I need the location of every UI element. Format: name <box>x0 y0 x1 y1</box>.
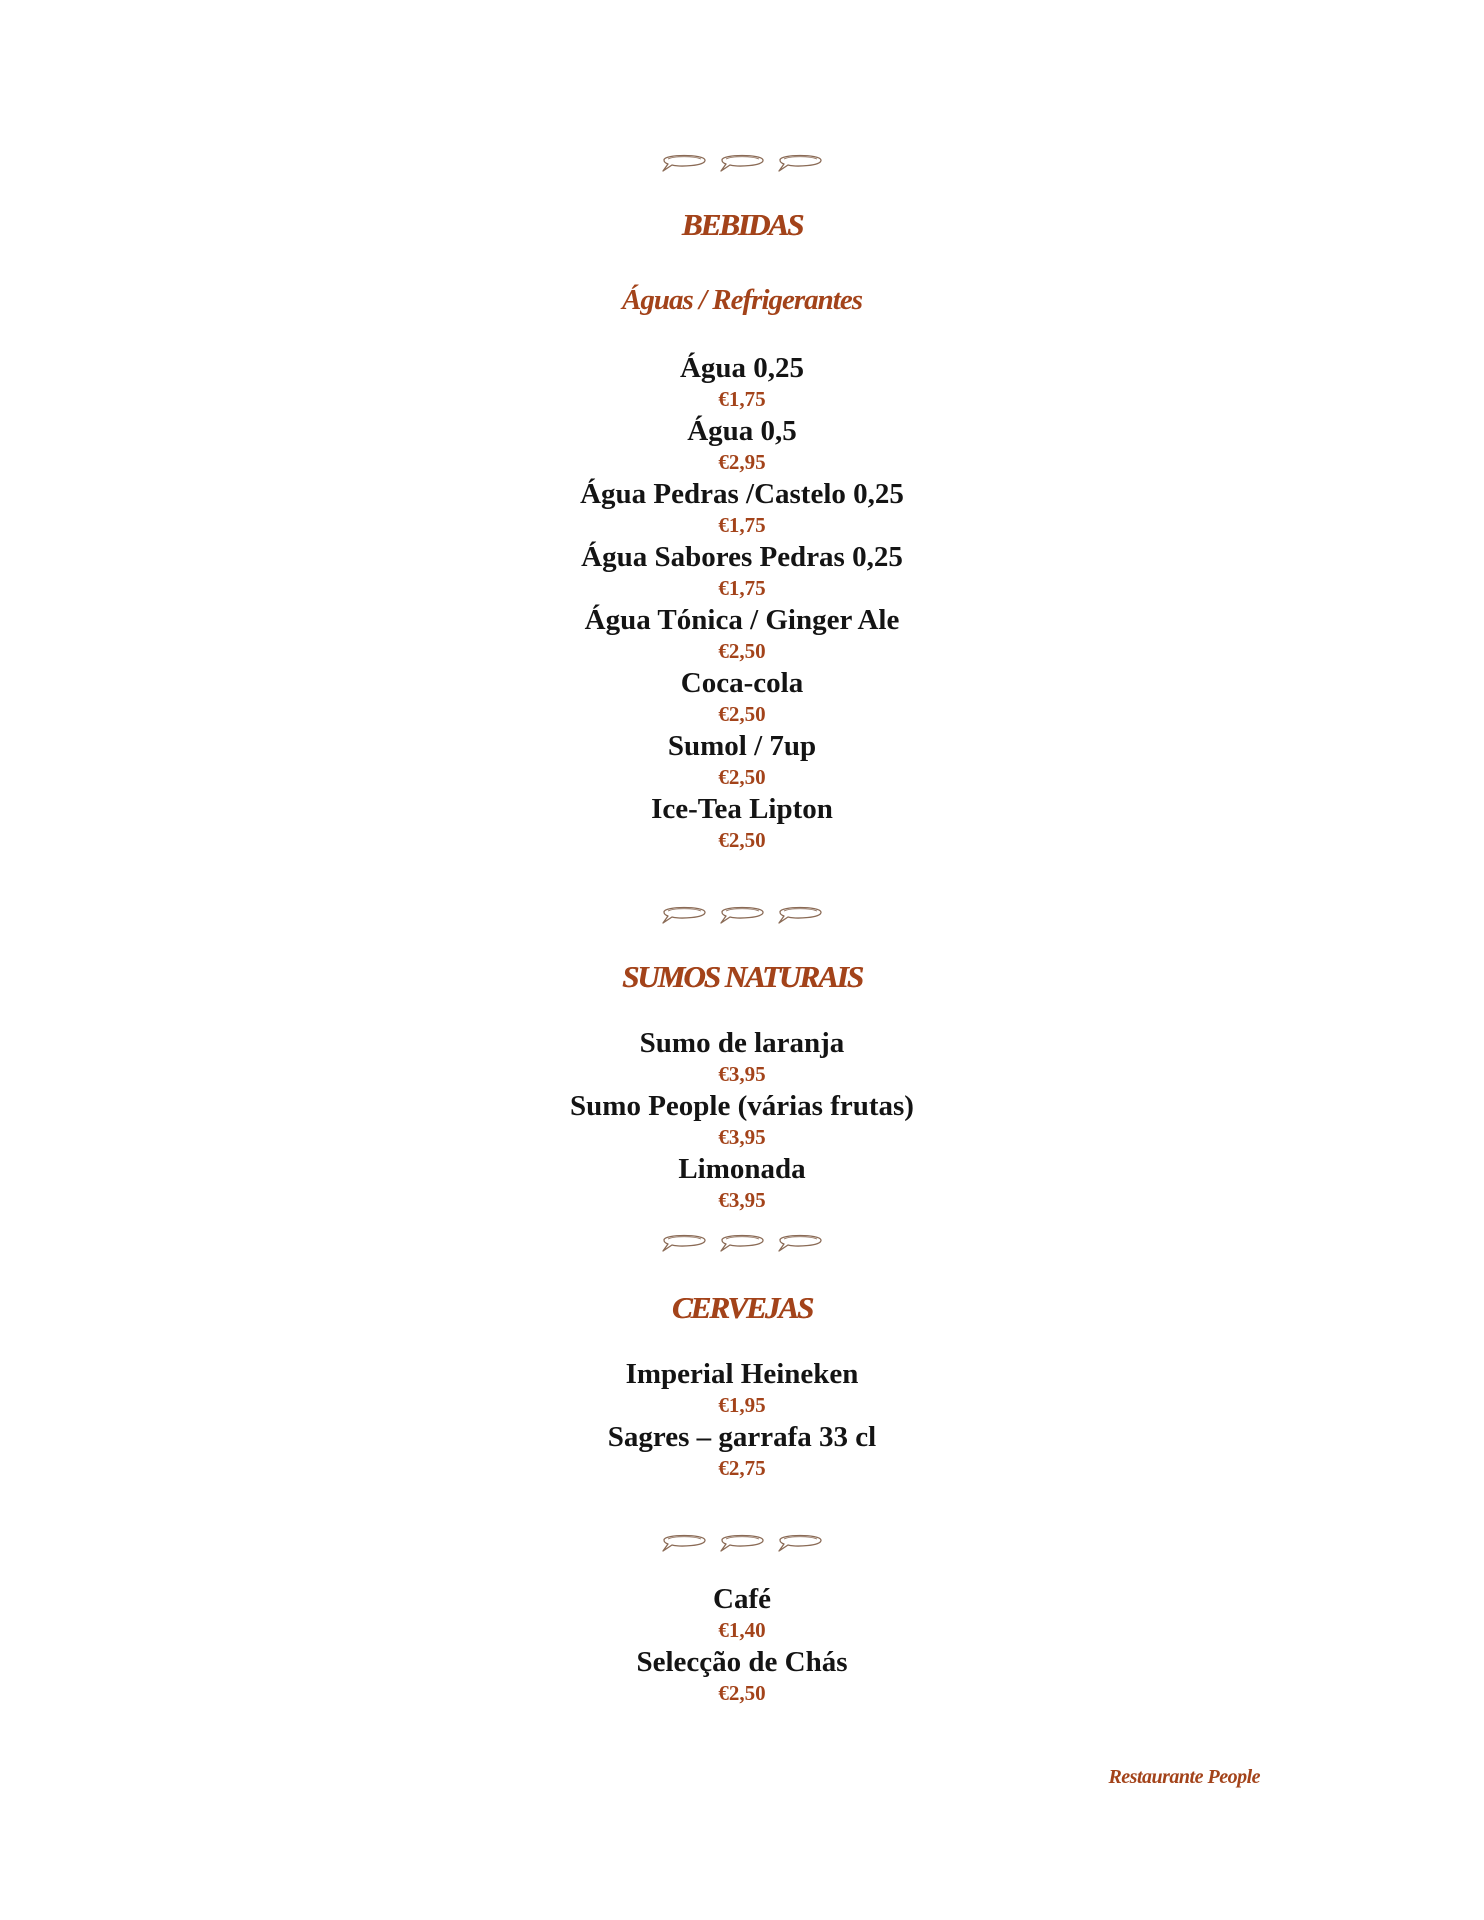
menu-item-name: Imperial Heineken <box>625 1358 859 1390</box>
menu-item-price: €2,50 <box>718 765 766 789</box>
menu-item-name: Limonada <box>678 1153 806 1185</box>
subsection-title-aguas: Águas / Refrigerantes <box>621 284 863 316</box>
menu-item-price: €2,50 <box>718 639 766 663</box>
speech-bubble-icon <box>718 1531 766 1553</box>
menu-item-name: Sagres – garrafa 33 cl <box>607 1421 877 1453</box>
speech-bubble-icon <box>718 151 766 173</box>
menu-item-price: €1,40 <box>718 1618 766 1642</box>
menu-item-name: Coca-cola <box>680 667 804 699</box>
item-list-sumos <box>0 1027 1484 1216</box>
menu-item-name: Água Tónica / Ginger Ale <box>584 604 900 636</box>
item-list-bebidas <box>0 352 1484 856</box>
speech-bubble-icon <box>776 1231 824 1253</box>
menu-item-name: Sumo de laranja <box>639 1027 845 1059</box>
menu-item-price: €2,50 <box>718 702 766 726</box>
ornament-divider <box>0 1231 1484 1253</box>
speech-bubble-icon <box>776 1531 824 1553</box>
item-list-cafe <box>0 1583 1484 1709</box>
menu-item-name: Sumo People (várias frutas) <box>570 1090 914 1122</box>
menu-item-price: €1,95 <box>718 1393 766 1417</box>
menu-item-price: €2,75 <box>718 1456 766 1480</box>
menu-item-price: €1,75 <box>718 513 766 537</box>
menu-item-name: Selecção de Chás <box>636 1646 848 1678</box>
section-title-cervejas: CERVEJAS <box>671 1290 813 1325</box>
menu-item-name: Água 0,5 <box>687 415 797 447</box>
menu-item-price: €3,95 <box>718 1188 766 1212</box>
menu-item-price: €2,50 <box>718 1681 766 1705</box>
menu-item-name: Sumol / 7up <box>667 730 817 762</box>
menu-item-price: €2,50 <box>718 828 766 852</box>
menu-item-name: Água Pedras /Castelo 0,25 <box>580 478 904 510</box>
speech-bubble-icon <box>660 903 708 925</box>
section-title-bebidas: BEBIDAS <box>681 207 803 242</box>
speech-bubble-icon <box>718 1231 766 1253</box>
menu-item-name: Café <box>713 1583 771 1615</box>
footer-restaurant-name: Restaurante People <box>1108 1766 1260 1788</box>
ornament-divider <box>0 151 1484 173</box>
ornament-divider <box>0 903 1484 925</box>
menu-item-name: Ice-Tea Lipton <box>651 793 833 825</box>
speech-bubble-icon <box>776 903 824 925</box>
ornament-divider <box>0 1531 1484 1553</box>
menu-item-price: €1,75 <box>718 576 766 600</box>
menu-item-price: €2,95 <box>718 450 766 474</box>
speech-bubble-icon <box>660 1231 708 1253</box>
menu-item-name: Água 0,25 <box>679 352 805 384</box>
speech-bubble-icon <box>660 1531 708 1553</box>
menu-item-name: Água Sabores Pedras 0,25 <box>581 541 903 573</box>
menu-item-price: €3,95 <box>718 1062 766 1086</box>
item-list-cervejas <box>0 1358 1484 1484</box>
menu-item-price: €1,75 <box>718 387 766 411</box>
section-title-sumos-naturais: SUMOS NATURAIS <box>622 959 862 994</box>
speech-bubble-icon <box>718 903 766 925</box>
speech-bubble-icon <box>660 151 708 173</box>
speech-bubble-icon <box>776 151 824 173</box>
menu-item-price: €3,95 <box>718 1125 766 1149</box>
